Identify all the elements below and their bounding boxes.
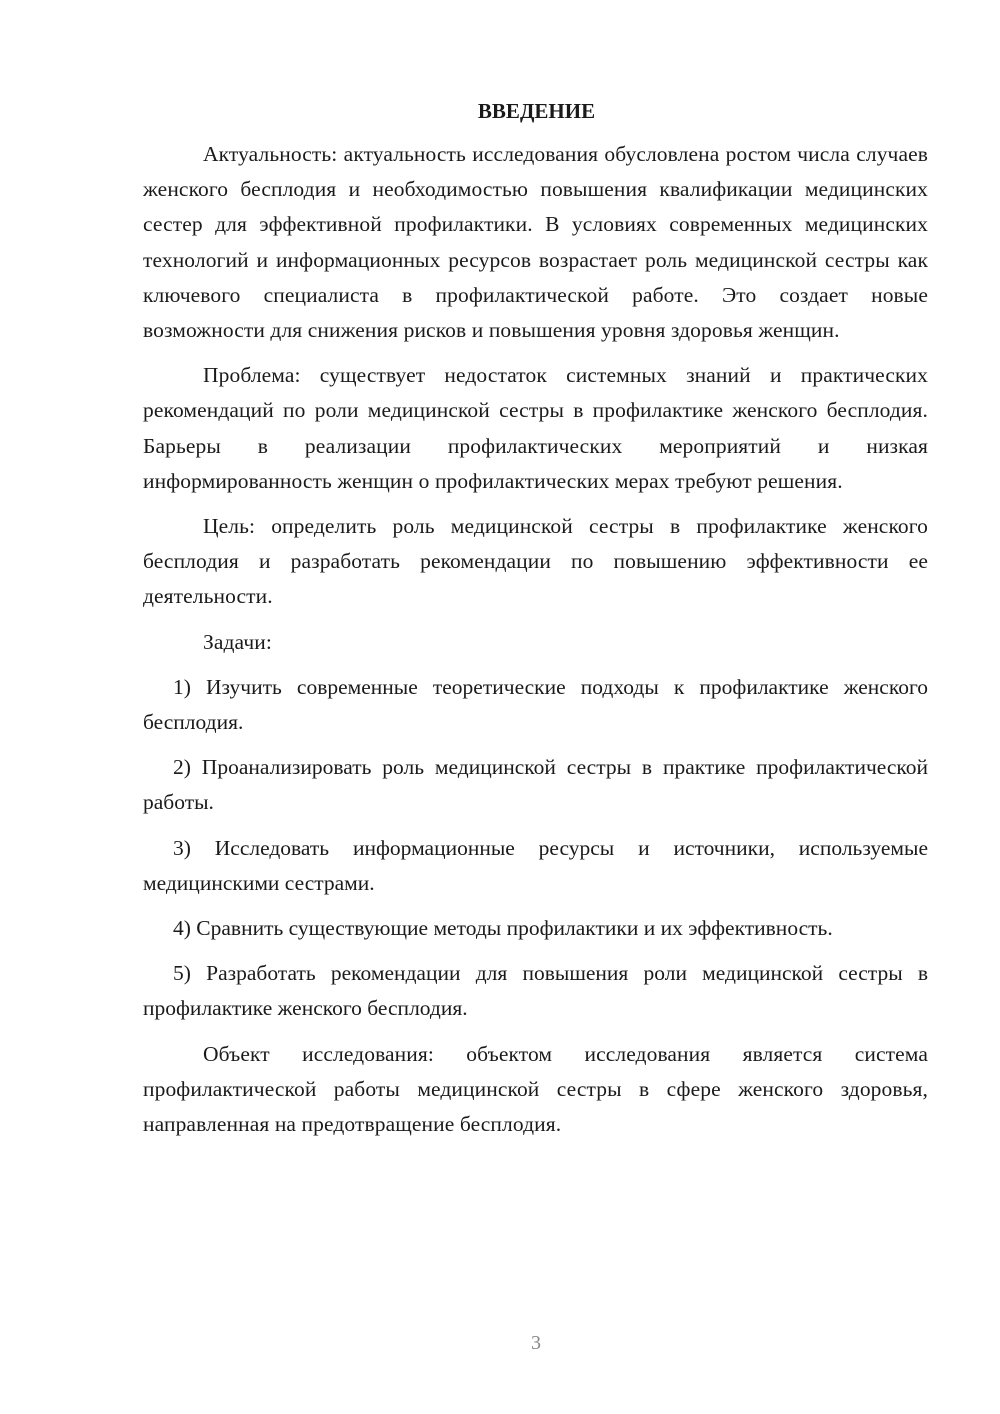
- tasks-heading: Задачи:: [203, 629, 272, 654]
- paragraph-object: Объект исследования: объектом исследования является система профилактической работы медицинской сестры в сфере женского здоровья, направленная на предотвращение бесплодия.: [143, 1041, 928, 1137]
- task-item-3: 3) Исследовать информационные ресурсы и источники, используемые медицинскими сестрами.: [143, 835, 928, 895]
- document-page: [143, 95, 928, 1152]
- page-title: ВВЕДЕНИЕ: [477, 99, 596, 123]
- task-item-1: 1) Изучить современные теоретические подходы к профилактике женского бесплодия.: [143, 674, 928, 735]
- paragraph-problem: Проблема: существует недостаток системных знаний и практических рекомендаций по роли медицинской сестры в профилактике женского бесплодия. Барьеры в реализации профилактических мероприятий и низкая информированность женщин о профилактических мерах требуют решения.: [143, 363, 928, 493]
- task-item-5: 5) Разработать рекомендации для повышения роли медицинской сестры в профилактике женского бесплодия.: [143, 961, 928, 1021]
- task-item-2: 2) Проанализировать роль медицинской сестры в практике профилактической работы.: [143, 755, 928, 815]
- paragraph-relevance: Актуальность: актуальность исследования обусловлена ростом числа случаев женского бесплодия и необходимостью повышения квалификации медицинских сестер для эффективной профилактики. В условиях современных медицинских технологий и информационных ресурсов возрастает роль медицинской сестры как ключевого специалиста в профилактической работе. Это создает новые возможности для снижения рисков и повышения уровня здоровья женщин.: [143, 142, 928, 343]
- task-item-4: 4) Сравнить существующие методы профилактики и их эффективность.: [173, 916, 833, 941]
- page-number: 3: [531, 1332, 541, 1354]
- paragraph-goal: Цель: определить роль медицинской сестры в профилактике женского бесплодия и разработать рекомендации по повышению эффективности ее деятельности.: [143, 514, 928, 609]
